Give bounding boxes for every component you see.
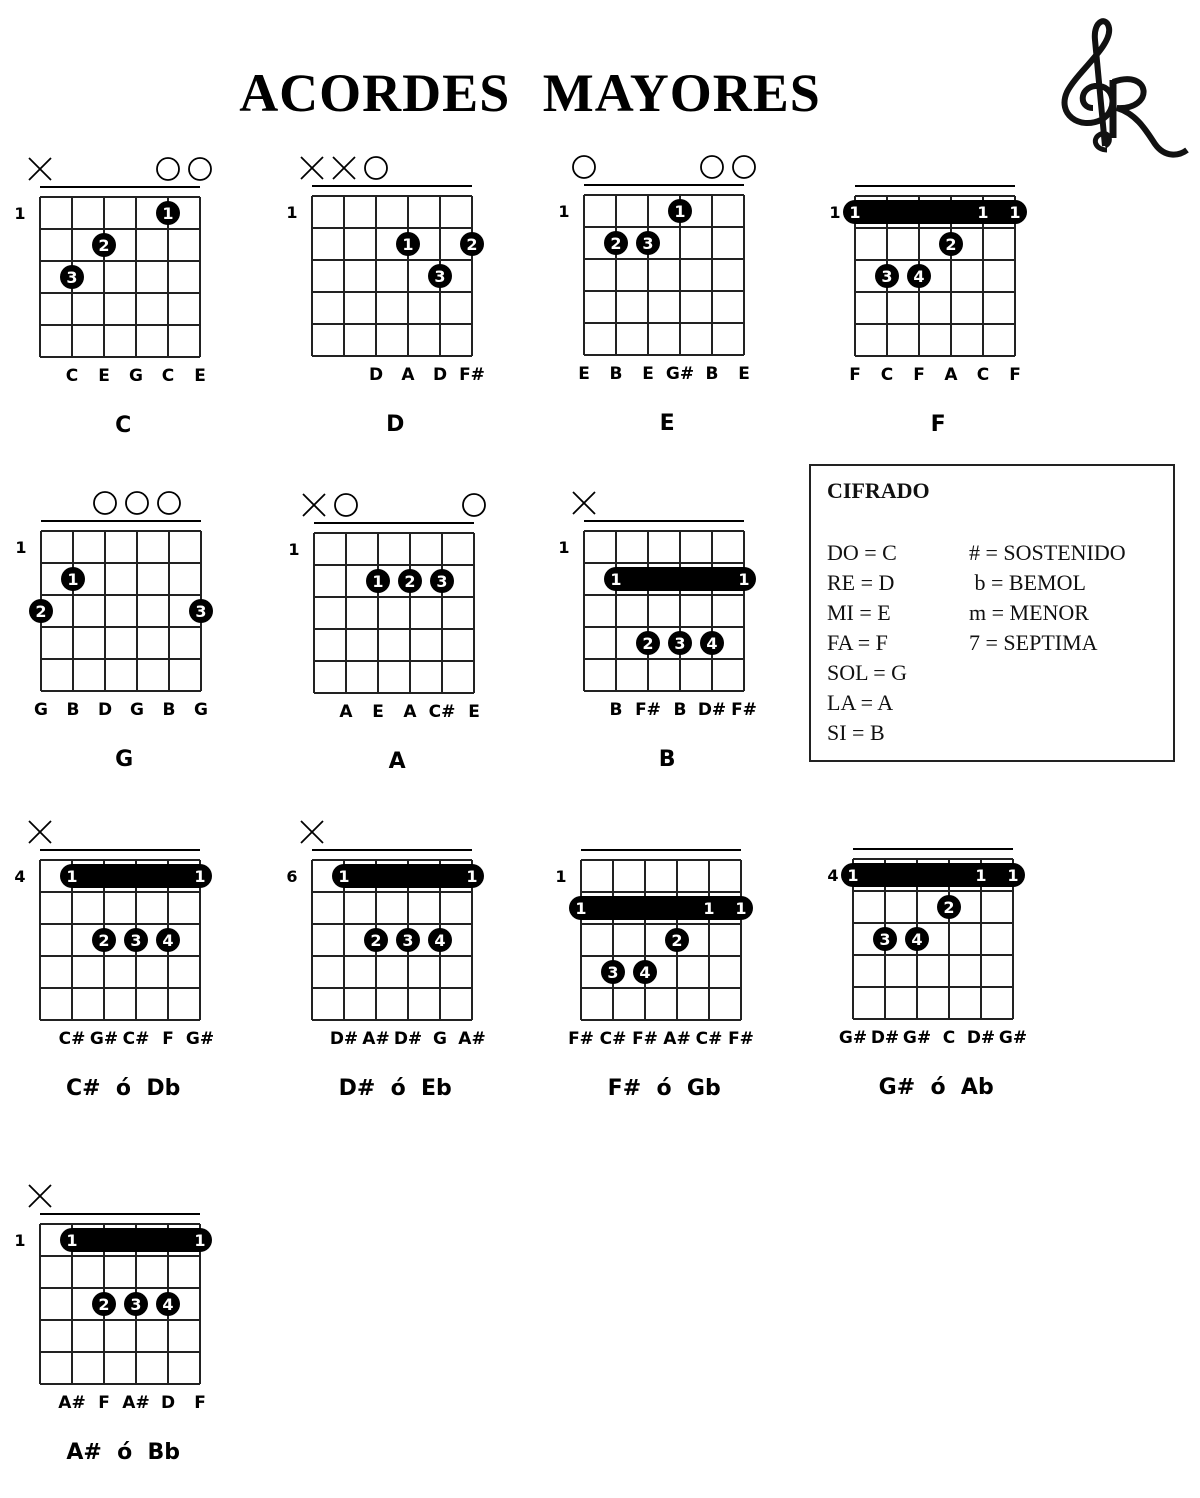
finger-number: 4 — [162, 1295, 174, 1314]
cifrado-item: SOL = G — [827, 660, 908, 685]
chord-diagram-8 — [14, 821, 214, 1101]
finger-number: 1 — [372, 572, 384, 591]
fret-number: 1 — [288, 540, 300, 559]
note-label: D# — [870, 1028, 900, 1048]
note-label: D# — [329, 1029, 359, 1049]
finger-number: 2 — [35, 602, 47, 621]
barre-finger-label: 1 — [735, 899, 747, 918]
barre-finger-label: 1 — [1007, 866, 1019, 885]
note-label: A — [339, 702, 353, 722]
chord-name: D — [386, 412, 405, 437]
finger-number: 2 — [98, 931, 110, 950]
finger-number: 4 — [911, 930, 923, 949]
chord-diagram-3 — [558, 156, 755, 436]
fret-number: 1 — [829, 203, 841, 222]
finger-number: 3 — [674, 634, 686, 653]
chord-name: F — [930, 412, 946, 437]
muted-string-icon — [301, 821, 323, 843]
open-string-icon — [189, 158, 211, 180]
note-label: G — [130, 700, 144, 720]
chord-name: D# ó Eb — [338, 1076, 452, 1101]
note-label: E — [578, 364, 590, 384]
note-label: B — [609, 700, 623, 720]
fret-number: 1 — [14, 1231, 26, 1250]
barre-finger-label: 1 — [1009, 203, 1021, 222]
chord-name: B — [658, 747, 676, 772]
barre — [604, 567, 756, 591]
note-label: F — [849, 365, 861, 385]
chord-diagram-2 — [286, 157, 485, 437]
note-label: F# — [635, 700, 661, 720]
cifrado-item: RE = D — [827, 570, 895, 595]
note-label: C# — [599, 1029, 627, 1049]
finger-number: 3 — [642, 234, 654, 253]
chord-name: C — [115, 413, 132, 438]
barre-finger-label: 1 — [977, 203, 989, 222]
finger-number: 3 — [879, 930, 891, 949]
finger-number: 1 — [67, 570, 79, 589]
finger-number: 4 — [639, 963, 651, 982]
note-label: F — [1009, 365, 1021, 385]
note-label: G# — [902, 1028, 932, 1048]
note-label: F# — [459, 365, 485, 385]
note-label: F# — [632, 1029, 658, 1049]
chord-diagram-7 — [558, 492, 757, 772]
barre — [569, 896, 753, 920]
chord-diagram-6 — [288, 494, 485, 774]
note-label: B — [66, 700, 80, 720]
note-label: G# — [89, 1029, 119, 1049]
finger-number: 4 — [434, 931, 446, 950]
open-string-icon — [94, 492, 116, 514]
note-label: C# — [428, 702, 456, 722]
note-label: D — [432, 365, 448, 385]
finger-number: 4 — [913, 267, 925, 286]
chord-name: A — [388, 749, 406, 774]
note-label: G# — [185, 1029, 215, 1049]
open-string-icon — [158, 492, 180, 514]
finger-number: 2 — [370, 931, 382, 950]
muted-string-icon — [333, 157, 355, 179]
barre-finger-label: 1 — [466, 867, 478, 886]
note-label: E — [372, 702, 384, 722]
note-label: A — [401, 365, 415, 385]
finger-number: 3 — [436, 572, 448, 591]
finger-number: 1 — [162, 204, 174, 223]
cifrado-item: LA = A — [827, 690, 894, 715]
fret-number: 4 — [14, 867, 26, 886]
chord-diagram-12 — [14, 1185, 212, 1465]
note-label: D# — [697, 700, 727, 720]
chord-diagram-1 — [14, 158, 211, 438]
muted-string-icon — [29, 821, 51, 843]
note-label: C# — [695, 1029, 723, 1049]
note-label: F — [98, 1393, 110, 1413]
cifrado-item: # = SOSTENIDO — [969, 540, 1126, 565]
cifrado-item: SI = B — [827, 720, 885, 745]
finger-number: 3 — [881, 267, 893, 286]
page-title: ACORDES MAYORES — [239, 63, 821, 123]
barre — [60, 1228, 212, 1252]
note-label: C — [880, 365, 894, 385]
barre-finger-label: 1 — [66, 867, 78, 886]
note-label: E — [738, 364, 750, 384]
note-label: A# — [122, 1393, 150, 1413]
open-string-icon — [573, 156, 595, 178]
note-label: C — [976, 365, 990, 385]
note-label: A# — [458, 1029, 486, 1049]
chord-diagram-9 — [286, 821, 485, 1101]
chord-diagram-4 — [829, 186, 1027, 437]
finger-number: 3 — [607, 963, 619, 982]
note-label: F — [194, 1393, 206, 1413]
chord-name: G# ó Ab — [878, 1075, 994, 1100]
cifrado-legend-box — [809, 464, 1175, 762]
chord-name: A# ó Bb — [66, 1440, 181, 1465]
barre-finger-label: 1 — [975, 866, 987, 885]
note-label: G — [433, 1029, 447, 1049]
barre — [60, 864, 212, 888]
note-label: G# — [838, 1028, 868, 1048]
muted-string-icon — [303, 494, 325, 516]
cifrado-item: 7 = SEPTIMA — [969, 630, 1098, 655]
barre-finger-label: 1 — [847, 866, 859, 885]
barre — [332, 864, 484, 888]
open-string-icon — [365, 157, 387, 179]
fret-number: 1 — [558, 538, 570, 557]
barre-finger-label: 1 — [610, 570, 622, 589]
finger-number: 3 — [195, 602, 207, 621]
chord-diagram-10 — [555, 850, 754, 1101]
chord-name: E — [659, 411, 675, 436]
note-label: A# — [58, 1393, 86, 1413]
barre-finger-label: 1 — [338, 867, 350, 886]
note-label: E — [194, 366, 206, 386]
chord-name: C# ó Db — [66, 1076, 181, 1101]
finger-number: 3 — [130, 931, 142, 950]
note-label: E — [642, 364, 654, 384]
finger-number: 2 — [642, 634, 654, 653]
barre-finger-label: 1 — [66, 1231, 78, 1250]
finger-number: 3 — [130, 1295, 142, 1314]
finger-number: 2 — [671, 931, 683, 950]
fret-number: 1 — [14, 204, 26, 223]
open-string-icon — [157, 158, 179, 180]
note-label: C — [942, 1028, 956, 1048]
note-label: A — [944, 365, 958, 385]
finger-number: 2 — [610, 234, 622, 253]
open-string-icon — [335, 494, 357, 516]
note-label: A# — [663, 1029, 691, 1049]
note-label: A# — [362, 1029, 390, 1049]
note-label: G — [129, 366, 143, 386]
note-label: G — [34, 700, 48, 720]
note-label: C — [65, 366, 79, 386]
muted-string-icon — [573, 492, 595, 514]
open-string-icon — [701, 156, 723, 178]
cifrado-item: FA = F — [827, 630, 888, 655]
barre-finger-label: 1 — [194, 867, 206, 886]
note-label: C# — [122, 1029, 150, 1049]
chord-name: G — [115, 747, 134, 772]
fret-number: 1 — [555, 867, 567, 886]
note-label: F# — [568, 1029, 594, 1049]
finger-number: 2 — [98, 1295, 110, 1314]
barre-finger-label: 1 — [703, 899, 715, 918]
chord-diagram-11 — [827, 849, 1027, 1100]
finger-number: 3 — [402, 931, 414, 950]
note-label: F# — [728, 1029, 754, 1049]
note-label: G# — [665, 364, 695, 384]
note-label: D — [160, 1393, 176, 1413]
muted-string-icon — [29, 1185, 51, 1207]
cifrado-item: MI = E — [827, 600, 891, 625]
note-label: C — [161, 366, 175, 386]
cifrado-item: m = MENOR — [969, 600, 1089, 625]
chord-name: F# ó Gb — [607, 1076, 721, 1101]
note-label: C# — [58, 1029, 86, 1049]
fret-number: 1 — [15, 538, 27, 557]
muted-string-icon — [301, 157, 323, 179]
open-string-icon — [733, 156, 755, 178]
barre-finger-label: 1 — [738, 570, 750, 589]
barre-finger-label: 1 — [849, 203, 861, 222]
note-label: A — [403, 702, 417, 722]
finger-number: 1 — [674, 202, 686, 221]
finger-number: 2 — [945, 235, 957, 254]
barre — [841, 863, 1025, 887]
fret-number: 4 — [827, 866, 839, 885]
finger-number: 3 — [434, 267, 446, 286]
note-label: D# — [393, 1029, 423, 1049]
muted-string-icon — [29, 158, 51, 180]
finger-number: 2 — [404, 572, 416, 591]
note-label: B — [673, 700, 687, 720]
note-label: B — [609, 364, 623, 384]
cifrado-title: CIFRADO — [827, 478, 930, 503]
note-label: E — [468, 702, 480, 722]
cifrado-symbols — [969, 538, 1126, 658]
note-label: D — [368, 365, 384, 385]
cifrado-note-names — [827, 538, 907, 748]
open-string-icon — [126, 492, 148, 514]
note-label: B — [162, 700, 176, 720]
cifrado-item: DO = C — [827, 540, 897, 565]
note-label: G# — [998, 1028, 1028, 1048]
finger-number: 3 — [66, 268, 78, 287]
note-label: F# — [731, 700, 757, 720]
barre — [843, 200, 1027, 224]
note-label: G — [194, 700, 208, 720]
note-label: D — [97, 700, 113, 720]
cifrado-item: b = BEMOL — [969, 570, 1086, 595]
finger-number: 2 — [943, 898, 955, 917]
note-label: F — [913, 365, 925, 385]
note-label: F — [162, 1029, 174, 1049]
note-label: E — [98, 366, 110, 386]
finger-number: 4 — [162, 931, 174, 950]
fret-number: 6 — [286, 867, 298, 886]
finger-number: 2 — [98, 236, 110, 255]
note-label: B — [705, 364, 719, 384]
finger-number: 1 — [402, 235, 414, 254]
barre-finger-label: 1 — [575, 899, 587, 918]
barre-finger-label: 1 — [194, 1231, 206, 1250]
finger-number: 4 — [706, 634, 718, 653]
note-label: D# — [966, 1028, 996, 1048]
finger-number: 2 — [466, 235, 478, 254]
chord-diagram-5 — [15, 492, 213, 772]
fret-number: 1 — [286, 203, 298, 222]
open-string-icon — [463, 494, 485, 516]
fret-number: 1 — [558, 202, 570, 221]
